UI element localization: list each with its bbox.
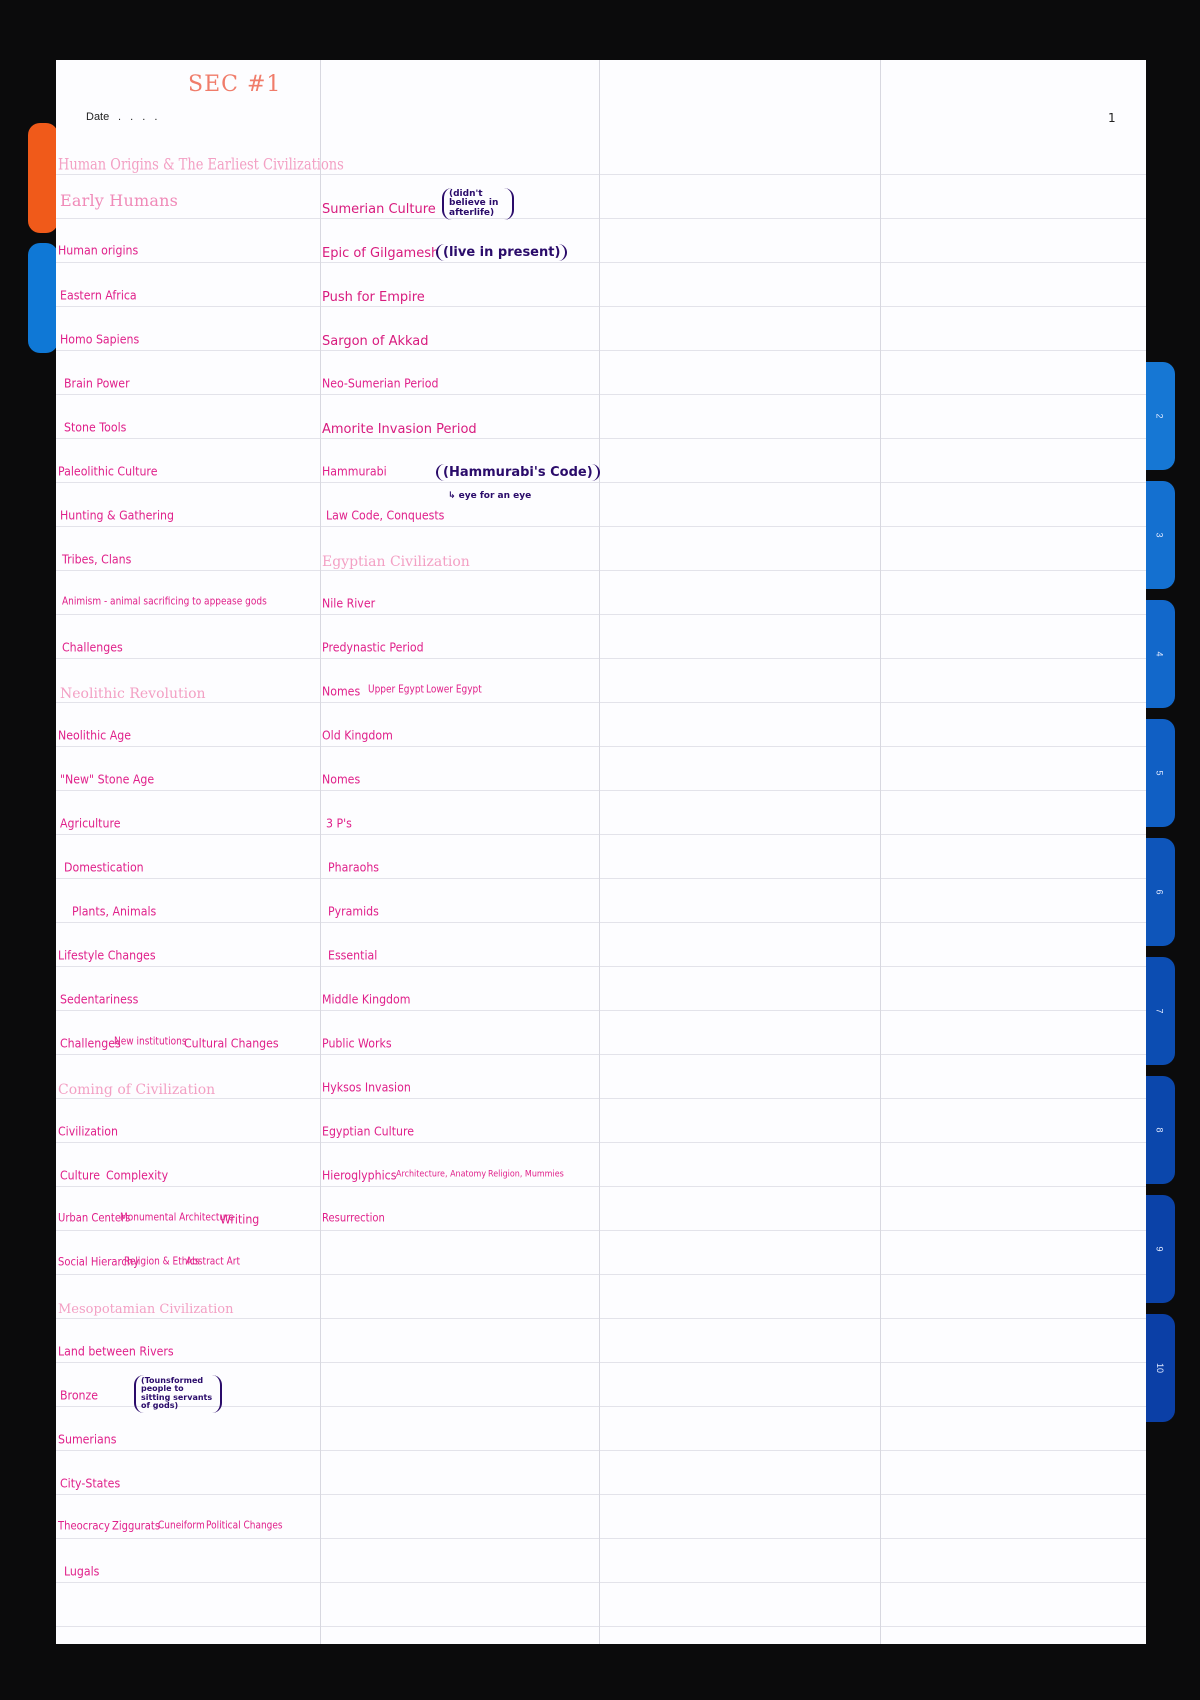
section-title: SEC #1: [188, 72, 282, 97]
page-number: 1: [1108, 111, 1116, 125]
annotation: (live in present): [436, 244, 567, 261]
annotation: (Hammurabi's Code): [436, 464, 600, 481]
page-tab-9[interactable]: 9: [1145, 1195, 1175, 1303]
note-line: Cultural Changes: [184, 1036, 279, 1052]
note-line: Sargon of Akkad: [322, 334, 429, 349]
page-tab-10[interactable]: 10: [1145, 1314, 1175, 1422]
note-line: Hammurabi: [322, 464, 387, 480]
page-tab-3[interactable]: 3: [1145, 481, 1175, 589]
note-line: Push for Empire: [322, 290, 425, 305]
heading-mesopotamian: Mesopotamian Civilization: [58, 1302, 234, 1317]
note-line: Pharaohs: [328, 860, 380, 876]
note-line: Cuneiform: [158, 1520, 205, 1532]
note-line: Resurrection: [322, 1212, 385, 1225]
note-line: Amorite Invasion Period: [322, 422, 477, 437]
note-line: "New" Stone Age: [60, 772, 155, 788]
note-line: Stone Tools: [64, 420, 127, 436]
note-line: Hieroglyphics: [322, 1168, 397, 1184]
note-line: Human origins: [58, 243, 139, 259]
note-line: Ziggurats: [112, 1520, 161, 1533]
note-line: Neo-Sumerian Period: [322, 376, 439, 392]
note-line: Challenges: [62, 640, 123, 656]
heading-egyptian: Egyptian Civilization: [322, 554, 470, 570]
note-line: Hunting & Gathering: [60, 508, 174, 524]
note-line: Animism - animal sacrificing to appease gods: [62, 596, 267, 608]
note-line: Nomes: [322, 684, 361, 700]
date-label: Date: [86, 111, 110, 123]
page-tab-5[interactable]: 5: [1145, 719, 1175, 827]
note-line: Culture: [60, 1168, 101, 1184]
note-line: 3 P's: [326, 816, 352, 832]
note-line: Predynastic Period: [322, 640, 424, 656]
page-tab-4[interactable]: 4: [1145, 600, 1175, 708]
annotation: ↳ eye for an eye: [448, 491, 532, 501]
note-line: Sumerians: [58, 1432, 117, 1448]
note-line: Plants, Animals: [72, 904, 157, 920]
heading-early-humans: Early Humans: [60, 191, 178, 210]
note-line: Law Code, Conquests: [326, 508, 445, 524]
page-tab-7[interactable]: 7: [1145, 957, 1175, 1065]
page-tab-6[interactable]: 6: [1145, 838, 1175, 946]
note-line: City-States: [60, 1476, 121, 1492]
notebook-page[interactable]: [56, 60, 1146, 1644]
note-line: Hyksos Invasion: [322, 1080, 411, 1096]
note-line: Essential: [328, 948, 378, 964]
note-line: Pyramids: [328, 904, 379, 920]
note-line: Land between Rivers: [58, 1344, 174, 1360]
section-tab-blue[interactable]: [28, 243, 58, 353]
note-line: Urban Centers: [58, 1212, 131, 1225]
note-line: Theocracy: [58, 1520, 110, 1533]
note-line: Eastern Africa: [60, 288, 137, 304]
note-line: Neolithic Age: [58, 728, 131, 744]
annotation: (didn't believe in afterlife): [442, 188, 514, 220]
note-line: Political Changes: [206, 1520, 283, 1532]
page-tab-2[interactable]: 2: [1145, 362, 1175, 470]
note-line: Epic of Gilgamesh: [322, 246, 440, 261]
note-line: Religion & Ethics: [124, 1256, 200, 1268]
note-line: Architecture, Anatomy: [396, 1168, 487, 1179]
note-line: Nomes: [322, 772, 361, 788]
heading-coming-of-civilization: Coming of Civilization: [58, 1082, 216, 1098]
note-line: Abstract Art: [186, 1256, 241, 1268]
heading-neolithic: Neolithic Revolution: [60, 686, 206, 702]
note-line: Religion, Mummies: [488, 1168, 564, 1179]
note-line: Complexity: [106, 1168, 169, 1184]
note-line: Writing: [220, 1212, 260, 1228]
note-line: New institutions: [114, 1036, 187, 1048]
note-line: Tribes, Clans: [62, 552, 132, 568]
note-line: Public Works: [322, 1036, 392, 1052]
note-line: Lugals: [64, 1564, 100, 1580]
note-line: Old Kingdom: [322, 728, 393, 744]
note-line: Bronze: [60, 1388, 99, 1404]
note-line: Challenges: [60, 1036, 121, 1052]
note-line: Sumerian Culture: [322, 202, 436, 217]
note-line: Upper Egypt: [368, 684, 425, 696]
note-line: Agriculture: [60, 816, 121, 832]
note-line: Lifestyle Changes: [58, 948, 156, 964]
note-line: Social Hierarchy: [58, 1256, 140, 1269]
note-line: Sedentariness: [60, 992, 139, 1008]
note-line: Brain Power: [64, 376, 130, 392]
note-line: Domestication: [64, 860, 144, 876]
note-line: Nile River: [322, 596, 376, 612]
note-line: Egyptian Culture: [322, 1124, 415, 1140]
annotation: (Tounsformed people to sitting servants of gods): [134, 1375, 222, 1413]
chapter-title: Human Origins & The Earliest Civilizations: [58, 155, 344, 175]
date-dots: . . . .: [118, 111, 161, 123]
note-line: Lower Egypt: [426, 684, 482, 696]
section-tab-orange[interactable]: [28, 123, 58, 233]
note-line: Homo Sapiens: [60, 332, 140, 348]
note-line: Monumental Architecture: [120, 1212, 235, 1224]
note-line: Middle Kingdom: [322, 992, 411, 1008]
page-tab-8[interactable]: 8: [1145, 1076, 1175, 1184]
note-line: Paleolithic Culture: [58, 464, 158, 480]
note-line: Civilization: [58, 1124, 119, 1140]
